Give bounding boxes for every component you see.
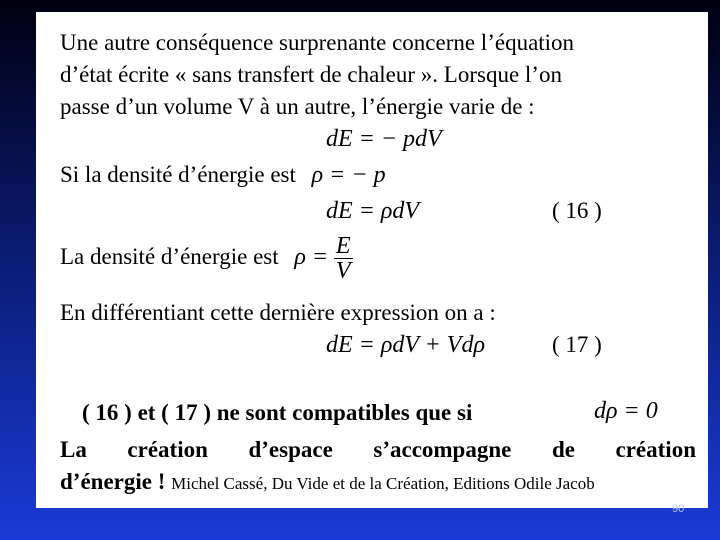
conclusion-line <box>60 437 696 463</box>
equation-number-16: ( 16 ) <box>552 198 602 223</box>
text-segment: Si la densité d’énergie est <box>60 162 296 187</box>
conclusion-word: La <box>60 437 87 462</box>
equation-17: dE = ρdV + Vdρ <box>326 332 485 358</box>
conclusion-word: de <box>551 437 575 462</box>
conclusion-last-line <box>60 469 595 497</box>
text-line: passe d’un volume V à un autre, l’énergie varie de : <box>60 94 535 119</box>
fraction-numerator: E <box>335 233 351 259</box>
equation-16: dE = ρdV <box>326 198 420 224</box>
conclusion-word: création <box>127 437 208 462</box>
text-line <box>60 234 353 283</box>
equation-number-17: ( 17 ) <box>552 332 602 357</box>
page-number: 90 <box>672 503 685 515</box>
conclusion-word: s’accompagne <box>373 437 512 462</box>
equation-energy-variation: dE = − pdV <box>326 126 442 152</box>
text-line: Une autre conséquence surprenante concerne l’équation <box>60 30 575 55</box>
text-line: En différentiant cette dernière expression on a : <box>60 300 496 325</box>
fraction-denominator: V <box>335 258 351 284</box>
text-line <box>60 162 386 188</box>
equation-density-lhs: ρ = <box>294 243 329 270</box>
slide-content <box>36 12 708 508</box>
compatibility-statement: ( 16 ) et ( 17 ) ne sont compatibles que si <box>82 400 473 425</box>
citation: Michel Cassé, Du Vide et de la Création, Editions Odile Jacob <box>171 474 595 493</box>
conclusion-last-word: d’énergie ! <box>60 469 166 494</box>
text-segment: La densité d’énergie est <box>60 243 279 269</box>
equation-compatibility: dρ = 0 <box>594 398 658 424</box>
fraction <box>334 234 353 283</box>
text-line: d’état écrite « sans transfert de chaleur ». Lorsque l’on <box>60 62 562 87</box>
conclusion-word: d’espace <box>248 437 333 462</box>
equation-density: ρ = − p <box>311 162 386 188</box>
conclusion-word: création <box>615 437 696 462</box>
